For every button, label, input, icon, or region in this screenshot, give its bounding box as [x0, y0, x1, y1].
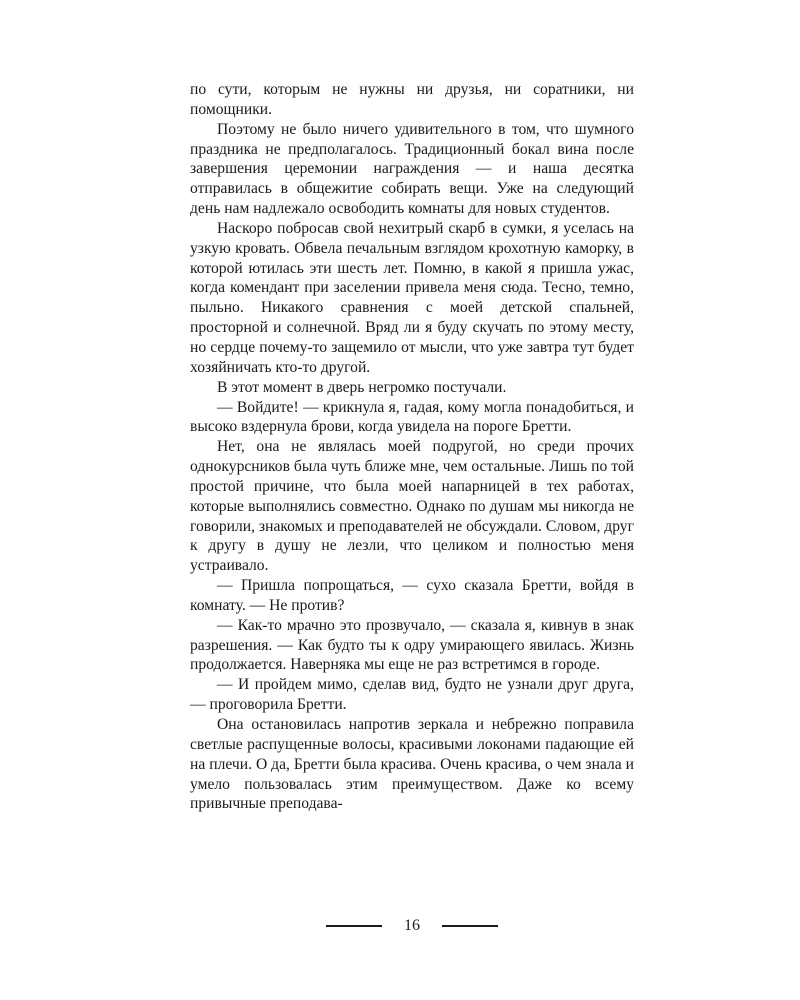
- paragraph: В этот момент в дверь негромко постучали.: [217, 378, 507, 396]
- paragraph: — Пришла попрощаться, — сухо сказала Бретти, войдя в комнату. — Не против?: [190, 577, 634, 614]
- paragraph: по сути, которым не нужны ни друзья, ни соратники, ни помощники.: [190, 81, 634, 118]
- page-number: 16: [404, 917, 420, 934]
- paragraph: Наскоро побросав свой нехитрый скарб в сумки, я уселась на узкую кровать. Обвела печальным взглядом крохотную каморку, в которой ютилась эти шесть лет. Помню, в какой я пришла ужас, когда комендант при заселении привела меня сюда. Тесно, темно, пыльно. Никакого сравнения с моей детской спальней, просторной и солнечной. Вряд ли я буду скучать по этому месту, но сердце почему-то защемило от мысли, что уже завтра тут будет хозяйничать кто-то другой.: [190, 219, 634, 376]
- page-footer: [0, 914, 800, 938]
- paragraph: — Как-то мрачно это прозвучало, — сказала я, кивнув в знак разрешения. — Как будто ты к одру умирающего явилась. Жизнь продолжается. Наверняка мы еще не раз встретимся в городе.: [190, 616, 634, 674]
- book-page-text: [190, 80, 634, 814]
- paragraph: — Войдите! — крикнула я, гадая, кому могла понадобиться, и высоко вздернула брови, когда увидела на пороге Бретти.: [190, 398, 634, 436]
- paragraph: — И пройдем мимо, сделав вид, будто не узнали друг друга, — проговорила Бретти.: [190, 676, 634, 714]
- paragraph: Она остановилась напротив зеркала и небрежно поправила светлые распущенные волосы, красивыми локонами падающие ей на плечи. О да, Бретти была красива. Очень красива, о чем знала и умело пользовалась этим преимуществом. Даже ко всему привычные преподава-: [190, 716, 634, 813]
- footer-rule-left: [326, 925, 382, 927]
- footer-rule-right: [442, 925, 498, 927]
- paragraph: Нет, она не являлась моей подругой, но среди прочих однокурсников была чуть ближе мне, чем остальные. Лишь по той простой причине, что была моей напарницей в тех работах, которые выполнялись совместно. Однако по душам мы никогда не говорили, знакомых и преподавателей не обсуждали. Словом, друг к другу в душу не лезли, что целиком и полностью меня устраивало.: [190, 438, 634, 575]
- paragraph: Поэтому не было ничего удивительного в том, что шумного праздника не предполагалось. Традиционный бокал вина после завершения церемонии награждения — и наша десятка отправилась в общежитие собирать вещи. Уже на следующий день нам надлежало освободить комнаты для новых студентов.: [190, 120, 634, 218]
